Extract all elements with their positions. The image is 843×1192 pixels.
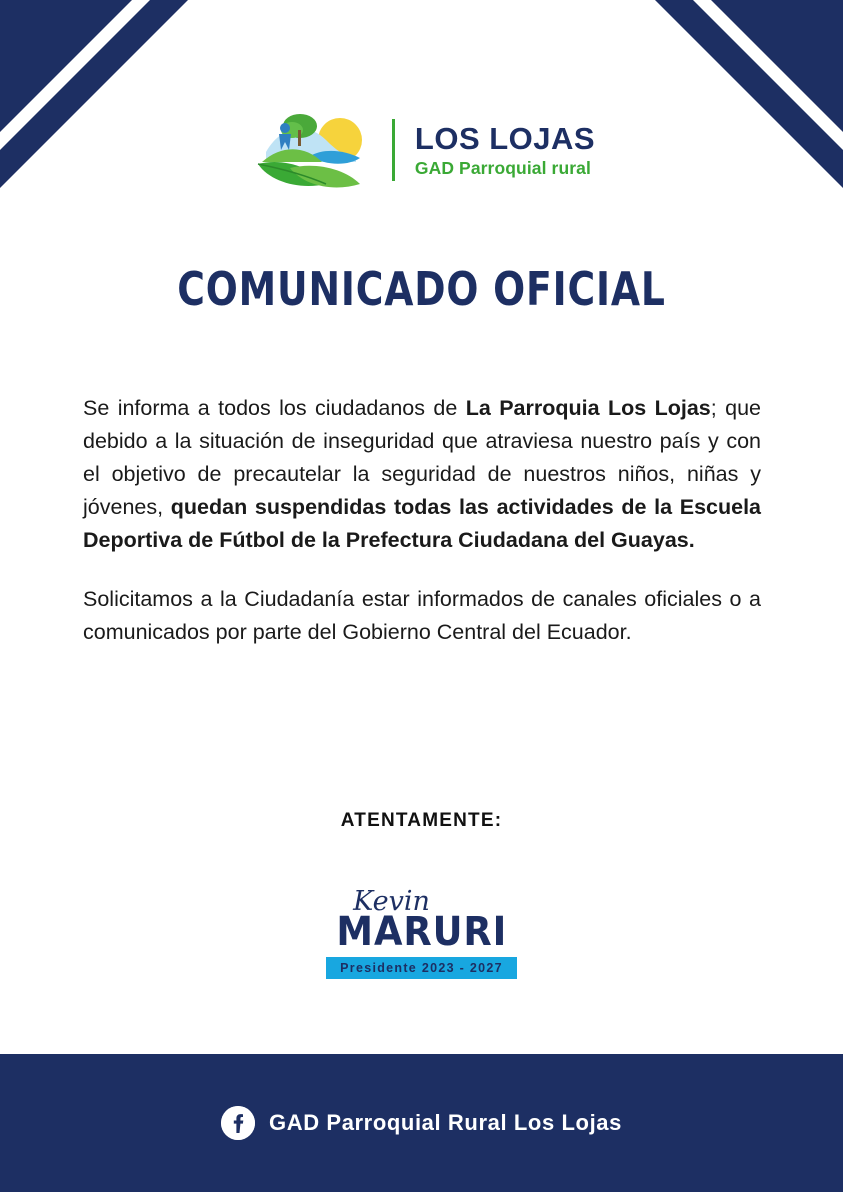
logo-subtitle: GAD Parroquial rural — [414, 157, 591, 178]
footer-bar — [0, 1054, 843, 1192]
signature-role-badge: Presidente 2023 - 2027 — [326, 957, 517, 979]
paragraph-1-bold-1: La Parroquia Los Lojas — [465, 396, 711, 420]
organization-header — [0, 100, 843, 200]
document-body — [83, 392, 761, 649]
los-lojas-emblem-icon — [248, 100, 388, 200]
paragraph-1-part-1: Se informa a todos los ciudadanos de — [83, 396, 466, 420]
paragraph-1 — [83, 392, 761, 557]
signature-block — [0, 888, 843, 979]
footer-handle: GAD Parroquial Rural Los Lojas — [269, 1110, 622, 1135]
paragraph-1-bold-2: quedan suspendidas todas las actividades de la Escuela Deportiva de Fútbol de la Prefectura Ciudadana del Guayas. — [83, 495, 762, 552]
paragraph-1-part-2: ; que debido a la situación de inseguridad que atraviesa nuestro país y con el objetivo de precautelar la seguridad de nuestros niños, niñas y jóvenes, — [83, 396, 761, 519]
logo-title: LOS LOJAS — [414, 121, 596, 157]
logo-divider — [392, 119, 395, 181]
page-title: COMUNICADO OFICIAL — [177, 262, 666, 316]
logo-wordmark — [415, 123, 595, 177]
paragraph-2: Solicitamos a la Ciudadanía estar informados de canales oficiales o a comunicados por parte del Gobierno Central del Ecuador. — [83, 587, 761, 644]
closing-label: ATENTAMENTE: — [340, 810, 503, 831]
facebook-icon[interactable] — [221, 1106, 255, 1140]
signature-script-name: Kevin — [353, 886, 430, 917]
signature-name: MARURI — [336, 909, 507, 955]
